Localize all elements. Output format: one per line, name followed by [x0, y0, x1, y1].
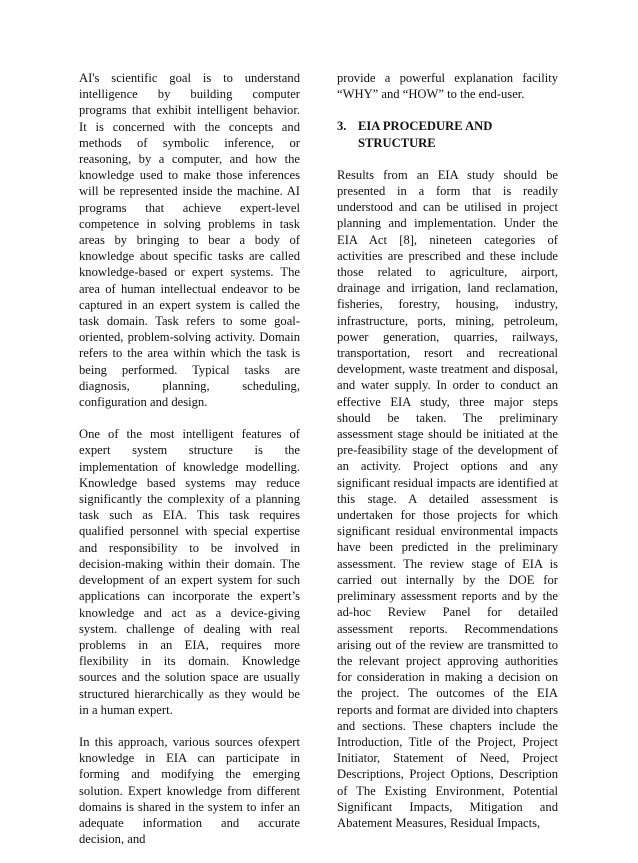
paragraph-knowledge-modelling: One of the most intelligent features of expert system structure is the implementation of knowledge modelling. Knowledge based systems may reduce significantly the complexity of a planning task such as EIA. This task requires qualified personnel with special expertise and responsibility to be involved in decision-making within their domain. The development of an expert system for such applications can incorporate the expert’s knowledge and act as a device-giving system. challenge of dealing with real problems in an EIA, requires more flexibility in its domain. Knowledge sources and the solution space are usually structured hierarchically as they would be in a human expert. — [79, 427, 300, 717]
section-heading — [337, 118, 558, 150]
section-number: 3. — [337, 119, 347, 134]
paragraph-expert-sources: In this approach, various sources ofexpert knowledge in EIA can participate in forming and modifying the emerging solution. Expert knowledge from different domains is shared in the system to infer an adequate information and accurate decision, and — [79, 734, 300, 847]
paragraph-explanation-facility: provide a powerful explanation facility “WHY” and “HOW” to the end-user. — [337, 71, 558, 102]
section-title: EIA PROCEDURE AND STRUCTURE — [358, 119, 493, 150]
paragraph-eia-procedure: Results from an EIA study should be presented in a form that is readily understood and can be utilised in project planning and implementation. Under the EIA Act [8], nineteen categories of activities are prescribed and these include those related to agriculture, airport, drainage and irrigation, land reclamation, fisheries, forestry, housing, industry, infrastructure, ports, mining, petroleum, power generation, quarries, railways, transportation, resort and recreational development, waste treatment and disposal, and water supply. In order to conduct an effective EIA study, three major steps should be taken. The preliminary assessment stage should be initiated at the pre-feasibility stage of the development of an activity. Project options and any significant residual impacts are identified at this stage. A detailed assessment is undertaken for those projects for which significant residual environmental impacts have been predicted in the preliminary assessment. The review stage of EIA is carried out internally by the DOE for preliminary assessment reports and by the ad-hoc Review Panel for detailed assessment reports. Recommendations arising out of the review are transmitted to the relevant project approving authorities for consideration in making a decision on the project. The outcomes of the EIA reports and format are divided into chapters and sections. These chapters include the Introduction, Title of the Project, Project Initiator, Statement of Need, Project Descriptions, Project Options, Description of The Existing Environment, Potential Significant Impacts, Mitigation and Abatement Measures, Residual Impacts, — [337, 167, 558, 830]
paragraph-ai-goal: AI's scientific goal is to understand intelligence by building computer programs that exhibit intelligent behavior. It is concerned with the concepts and methods of symbolic inference, or reasoning, by a computer, and how the knowledge used to make those inferences will be represented inside the machine. AI programs that achieve expert-level competence in solving problems in task areas by bringing to bear a body of knowledge about specific tasks are called knowledge-based or expert systems. The area of human intellectual endeavor to be captured in an expert system is called the task domain. Task refers to some goal-oriented, problem-solving activity. Domain refers to the area within which the task is being performed. Typical tasks are diagnosis, planning, scheduling, configuration and design. — [79, 71, 300, 410]
right-column — [337, 70, 558, 847]
left-column — [79, 70, 300, 863]
